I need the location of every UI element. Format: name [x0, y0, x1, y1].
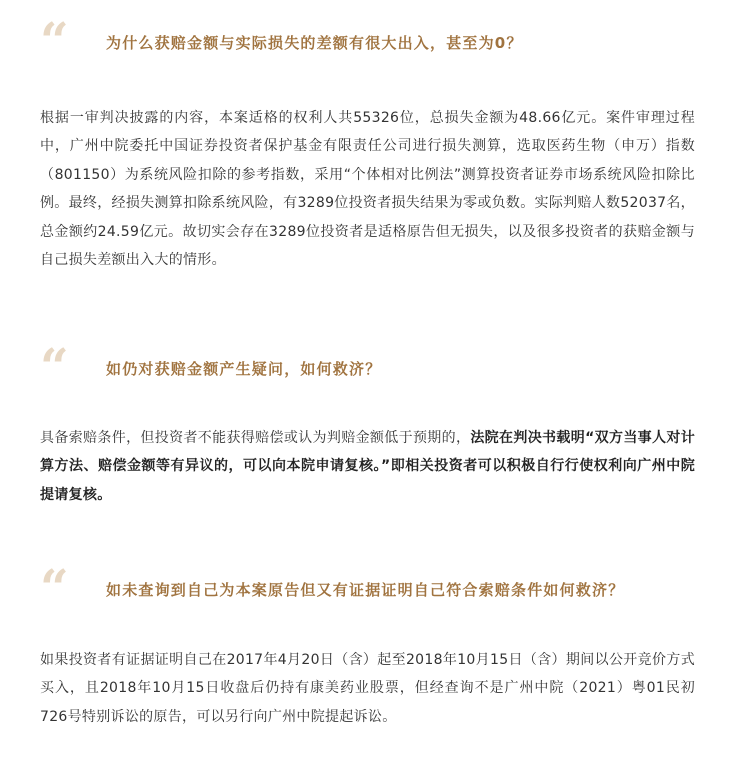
faq-answer-paragraph: 根据一审判决披露的内容，本案适格的权利人共55326位，总损失金额为48.66亿元。案件审理过程中，广州中院委托中国证券投资者保护基金有限责任公司进行损失测算，选取医药生物（申万）指数（801150）为系统风险扣除的参考指数，采用“个体相对比例法”测算投资者证券市场系统风险扣除比例。最终，经损失测算扣除系统风险，有3289位投资者损失结果为零或负数。实际判赔人数52037名，总金额约24.59亿元。故切实会存在3289位投资者是适格原告但无损失，以及很多投资者的获赔金额与自己损失差额出入大的情形。: [40, 110, 695, 269]
quote-mark-icon: “: [40, 11, 69, 70]
faq-section-2: [0, 337, 730, 396]
faq-question-header: [0, 558, 730, 617]
answer-bold-text: 法院在判决书载明“双方当事人对计算方法、赔偿金额等有异议的，可以向本院申请复核。”即相关投资者可以积极自行行使权利向广州中院提请复核。: [40, 430, 695, 503]
faq-answer-paragraph: 如果投资者有证据证明自己在2017年4月20日（含）起至2018年10月15日（含）期间以公开竞价方式买入，且2018年10月15日收盘后仍持有康美药业股票，但经查询不是广州中院（2021）粤01民初726号特别诉讼的原告，可以另行向广州中院提起诉讼。: [40, 652, 695, 725]
faq-question-title: 如未查询到自己为本案原告但又有证据证明自己符合索赔条件如何救济？: [106, 581, 625, 599]
faq-question-title: 如仍对获赔金额产生疑问，如何救济？: [106, 360, 382, 378]
faq-question-header: [0, 11, 730, 70]
quote-mark-icon: “: [40, 337, 69, 396]
answer-plain-text: 具备索赔条件，但投资者不能获得赔偿或认为判赔金额低于预期的，: [40, 430, 471, 446]
faq-section-1: [0, 11, 730, 70]
quote-mark-icon: “: [40, 558, 69, 617]
faq-answer-paragraph: [40, 424, 695, 509]
faq-section-3: [0, 558, 730, 617]
faq-question-title: 为什么获赔金额与实际损失的差额有很大出入，甚至为0？: [106, 34, 523, 52]
faq-question-header: [0, 337, 730, 396]
